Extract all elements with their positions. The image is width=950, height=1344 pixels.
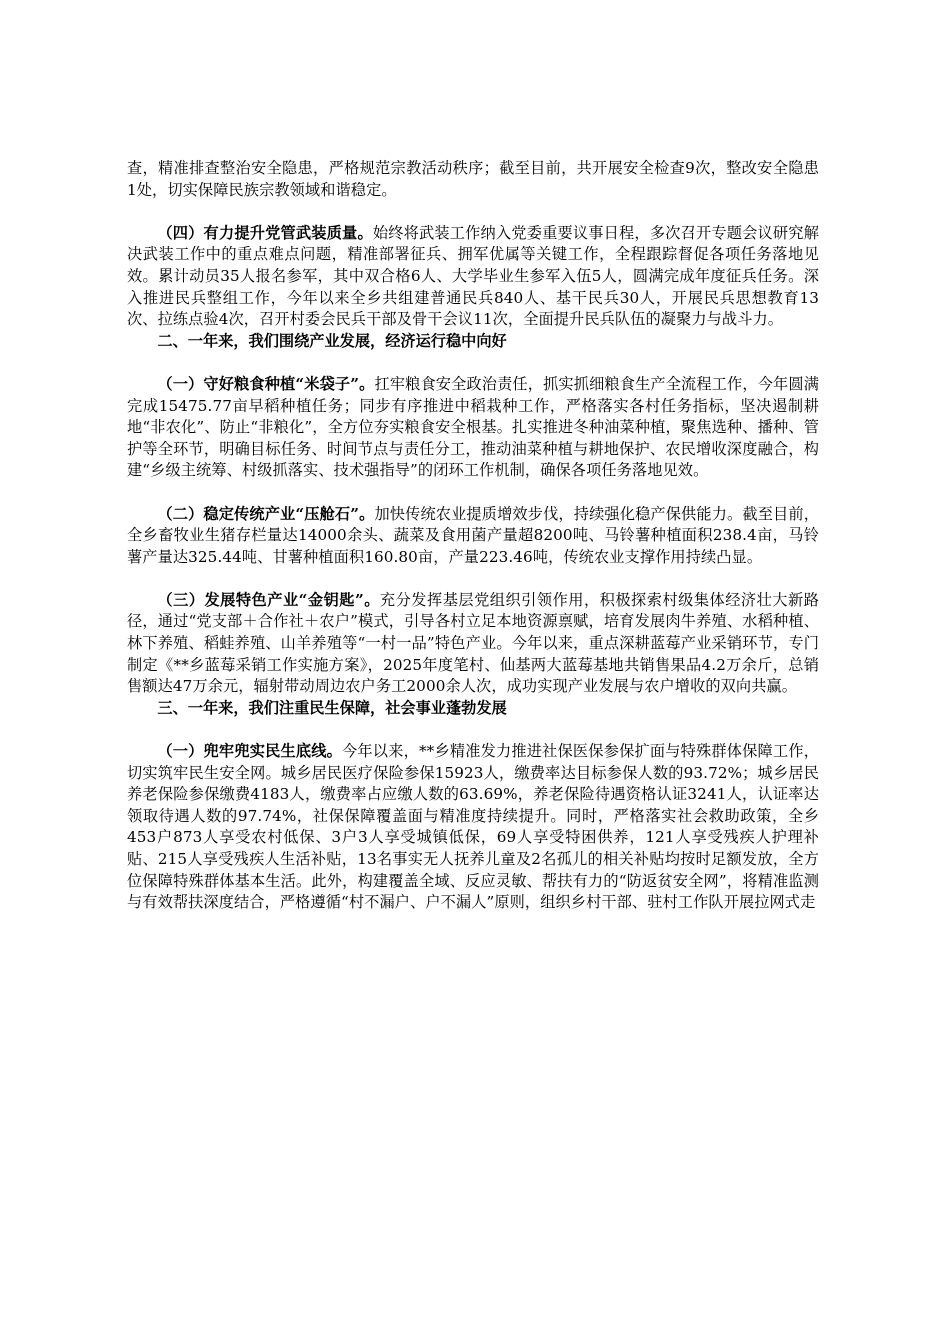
paragraph-lead: （一）兜牢兜实民生底线。 xyxy=(157,742,343,761)
paragraph-text: 始终将武装工作纳入党委重要议事日程，多次召开专题会议研究解决武装工作中的重点难点问题，精准部署征兵、拥军优属等关键工作，全程跟踪督促各项任务落地见效。累计动员35人报名参军，其中双合格6人、大学毕业生参军入伍5人，圆满完成年度征兵任务。深入推进民兵整组工作，今年以来全乡共组建普通民兵840人、基干民兵30人，开展民兵思想教育13次、拉练点验4次，召开村委会民兵干部及骨干会议11次，全面提升民兵队伍的凝聚力与战斗力。 xyxy=(127,223,819,329)
paragraph-grain xyxy=(127,374,819,482)
paragraph-traditional-industry xyxy=(127,504,819,569)
paragraph-safety-check xyxy=(127,158,819,201)
section-heading-livelihood: 三、一年来，我们注重民生保障，社会事业蓬勃发展 xyxy=(157,698,507,717)
paragraph-text: 今年以来，**乡精准发力推进社保医保参保扩面与特殊群体保障工作，切实筑牢民生安全网。城乡居民医疗保险参保15923人，缴费率达目标参保人数的93.72%；城乡居民养老保险参保缴费4183人，缴费率占应缴人数的63.69%，养老保险待遇资格认证3241人，认证率达领取待遇人数的97.74%，社保保障覆盖面与精准度持续提升。同时，严格落实社会救助政策，全乡453户873人享受农村低保、3户3人享受城镇低保，69人享受特困供养，121人享受残疾人护理补贴、215人享受残疾人生活补贴，13名事实无人抚养儿童及2名孤儿的相关补贴均按时足额发放，全方位保障特殊群体基本生活。此外，构建覆盖全域、反应灵敏、帮扶有力的“防返贫安全网”，将精准监测与有效帮扶深度结合，严格遵循“村不漏户、户不漏人”原则，组织乡村干部、驻村工作队开展拉网式走 xyxy=(127,742,820,912)
paragraph-text: 充分发挥基层党组织引领作用，积极探索村级集体经济壮大新路径，通过“党支部＋合作社＋农户”模式，引导各村立足本地资源禀赋，培育发展肉牛养殖、水稻种植、林下养殖、稻蛙养殖、山羊养殖等“一村一品”特色产业。今年以来，重点深耕蓝莓产业采销环节，专门制定《**乡蓝莓采销工作实施方案》，2025年度笔村、仙基两大蓝莓基地共销售果品4.2万余斤，总销售额达47万余元，辐射带动周边农户务工2000余人次，成功实现产业发展与农户增收的双向共赢。 xyxy=(127,590,819,696)
paragraph-lead: （一）守好粮食种植“米袋子”。 xyxy=(157,374,375,393)
paragraph-text: 扛牢粮食安全政治责任，抓实抓细粮食生产全流程工作，今年圆满完成15475.77亩早稻种植任务；同步有序推进中稻栽种工作，严格落实各村任务指标，坚决遏制耕地“非农化”、防止“非粮化”，全方位夯实粮食安全根基。扎实推进冬种油菜种植，聚焦选种、播种、管护等全环节，明确目标任务、时间节点与责任分工，推动油菜种植与耕地保护、农民增收深度融合，构建“乡级主统筹、村级抓落实、技术强指导”的闭环工作机制，确保各项任务落地见效。 xyxy=(127,374,819,480)
section-heading-industry: 二、一年来，我们围绕产业发展，经济运行稳中向好 xyxy=(157,331,507,350)
paragraph-text: 加快传统农业提质增效步伐，持续强化稳产保供能力。截至目前，全乡畜牧业生猪存栏量达14000余头、蔬菜及食用菌产量超8200吨、马铃薯种植面积238.4亩，马铃薯产量达325.44吨、甘薯种植面积160.80亩，产量223.46吨，传统农业支撑作用持续凸显。 xyxy=(127,504,819,566)
paragraph-social-security xyxy=(127,741,819,914)
paragraph-lead: （四）有力提升党管武装质量。 xyxy=(157,223,373,242)
document-page xyxy=(127,158,819,914)
paragraph-lead: （三）发展特色产业“金钥匙”。 xyxy=(157,590,380,609)
paragraph-armed-forces xyxy=(127,223,819,331)
paragraph-text: 查，精准排查整治安全隐患，严格规范宗教活动秩序；截至目前，共开展安全检查9次，整改安全隐患1处，切实保障民族宗教领域和谐稳定。 xyxy=(127,159,819,199)
paragraph-specialty-industry xyxy=(127,590,819,698)
paragraph-lead: （二）稳定传统产业“压舱石”。 xyxy=(157,504,375,523)
